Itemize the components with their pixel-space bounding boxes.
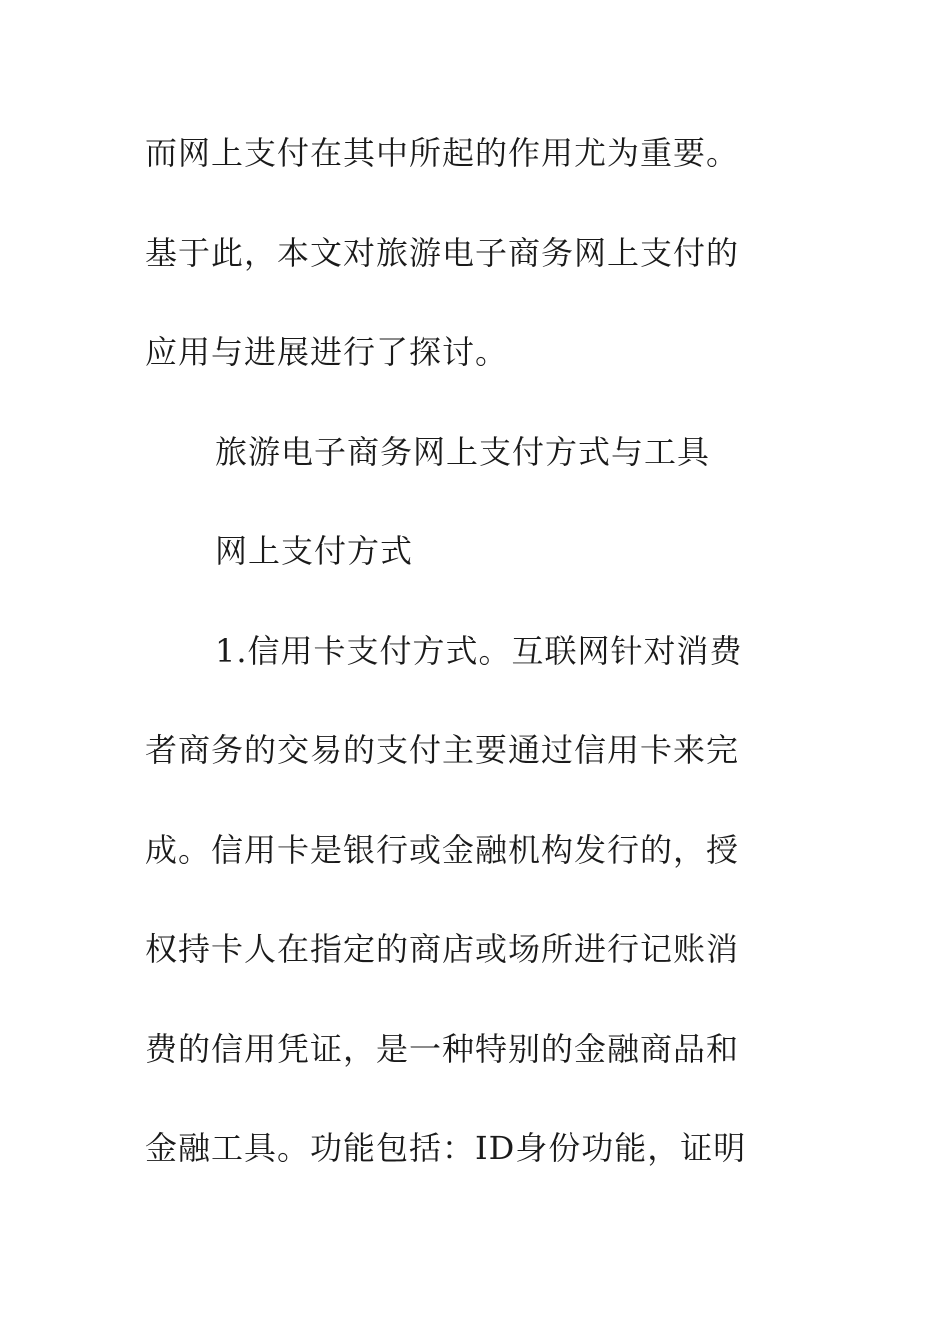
subsection-heading: 网上支付方式 — [215, 532, 414, 570]
body-text-line: 金融工具。功能包括：ID身份功能，证明 — [145, 1129, 747, 1167]
body-text-line: 者商务的交易的支付主要通过信用卡来完 — [145, 731, 740, 769]
section-heading: 旅游电子商务网上支付方式与工具 — [215, 433, 711, 471]
body-text-line: 而网上支付在其中所起的作用尤为重要。 — [145, 134, 740, 172]
body-text-line: 费的信用凭证，是一种特别的金融商品和 — [145, 1030, 740, 1068]
paragraph-first-line: 1.信用卡支付方式。互联网针对消费 — [215, 632, 743, 670]
body-text-line: 基于此，本文对旅游电子商务网上支付的 — [145, 234, 740, 272]
body-text-line: 应用与进展进行了探讨。 — [145, 333, 509, 371]
body-text-line: 权持卡人在指定的商店或场所进行记账消 — [145, 930, 740, 968]
body-text-line: 成。信用卡是银行或金融机构发行的，授 — [145, 831, 740, 869]
